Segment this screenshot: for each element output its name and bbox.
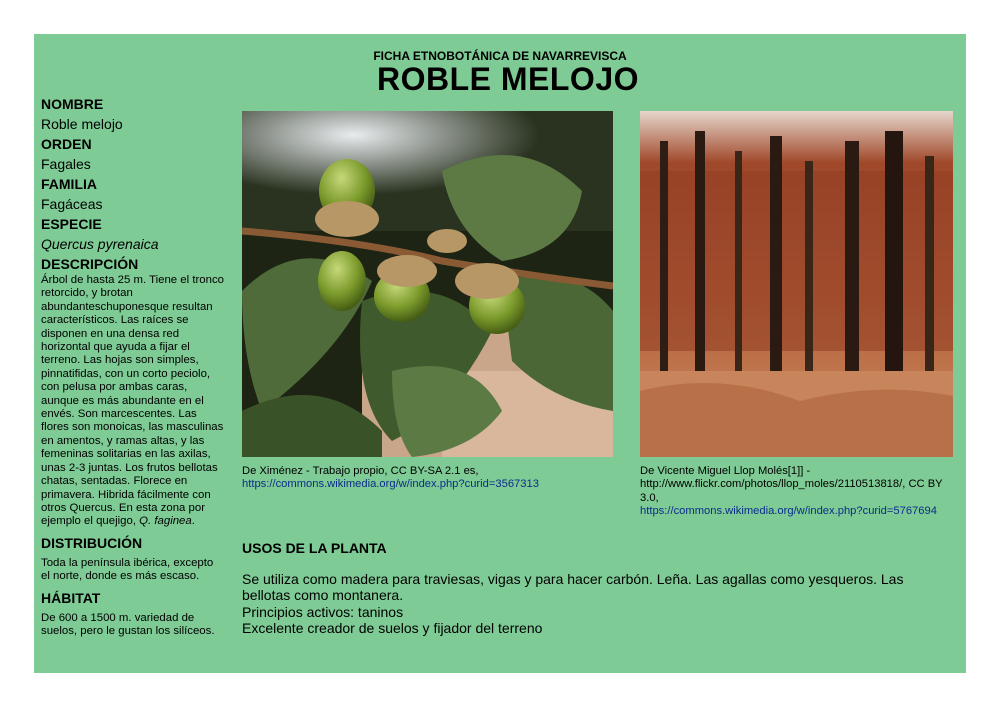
uses-line-2: Principios activos: taninos [242,603,404,620]
habitat-text: De 600 a 1500 m. variedad de suelos, pero le gustan los silíceos. [41,611,215,637]
descripcion-body: Árbol de hasta 25 m. Tiene el tronco retorcido, y brotan abundanteschuponesque resultan característicos. Las raíces se disponen en una densa red horizontal que ayuda a fijar el terreno. Las hojas son simples, pinnatifidas, con un corto peciolo, con pelusa por ambas caras, aunque es más abundante en el envés. Son marcescentes. Las flores son monoicas, las masculinas en amentos, y ramas altas, y las femeninas solitarias en las axilas, unas 2-3 juntas. Los frutos bellotas chatas, sentadas. Florece en primavera. Hibrida fácilmente con otros Quercus. En esta zona por ejemplo el quejigo, [41,274,224,528]
familia-value: Fagáceas [41,196,103,212]
forest-caption-link[interactable]: https://commons.wikimedia.org/w/index.php?curid=5767694 [640,505,937,518]
orden-label: ORDEN [41,136,92,152]
distribucion-text: Toda la península ibérica, excepto el norte, donde es más escaso. [41,556,214,583]
uses-title: USOS DE LA PLANTA [242,540,387,556]
ethnobotanical-card [34,34,966,673]
forest-photo-caption [640,465,960,519]
card-title: ROBLE MELOJO [376,61,639,97]
orden-value: Fagales [41,156,91,172]
descripcion-end: . [191,515,195,528]
especie-value: Quercus pyrenaica [41,236,159,252]
card-subtitle: FICHA ETNOBOTÁNICA DE NAVARREVISCA [373,49,627,63]
forest-caption-text: De Vicente Miguel Llop Molés[1]] - http://www.flickr.com/photos/llop_moles/2110513818/, CC BY 3.0, [640,465,943,504]
especie-label: ESPECIE [41,216,102,232]
uses-line-1: Se utiliza como madera para traviesas, vigas y para hacer carbón. Leña. Las agallas como yesqueros. Las bellotas como montanera. [242,571,904,604]
species-info-column [41,94,225,642]
habitat-label: HÁBITAT [41,589,101,606]
familia-label: FAMILIA [41,176,97,192]
descripcion-italic-species: Q. faginea [139,515,192,528]
nombre-value: Roble melojo [41,116,123,132]
acorn-photo [242,111,613,457]
acorn-caption-text: De Ximénez - Trabajo propio, CC BY-SA 2.1 es, [242,465,479,477]
distribucion-label: DISTRIBUCIÓN [41,534,143,551]
uses-body [242,571,942,637]
acorn-photo-caption [242,465,622,492]
acorn-caption-link[interactable]: https://commons.wikimedia.org/w/index.php?curid=3567313 [242,478,539,491]
uses-line-3: Excelente creador de suelos y fijador del terreno [242,620,543,637]
nombre-label: NOMBRE [41,96,104,112]
descripcion-label: DESCRIPCIÓN [41,256,139,272]
forest-photo [640,111,953,457]
descripcion-text [41,274,225,529]
